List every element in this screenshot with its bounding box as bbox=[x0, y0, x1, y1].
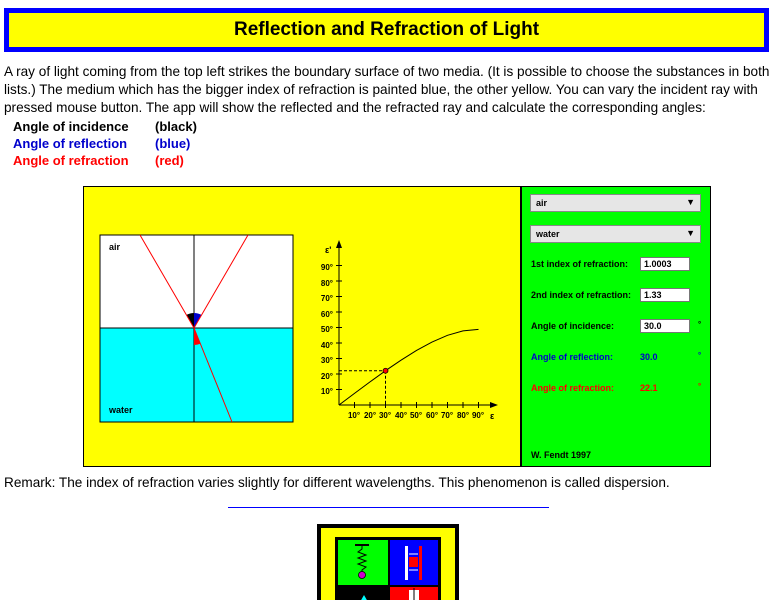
legend-color-word: (black) bbox=[155, 119, 197, 134]
refraction-value: 22.1 bbox=[640, 383, 658, 393]
ray-diagram[interactable] bbox=[100, 235, 293, 422]
medium1-select-value: air bbox=[536, 198, 548, 208]
medium-bottom-label: water bbox=[109, 405, 133, 415]
page-title-box bbox=[4, 8, 769, 52]
x-tick-label: 80° bbox=[456, 411, 470, 420]
remark-text: Remark: The index of refraction varies slightly for different wavelengths. This phenomenon is called dispersion. bbox=[4, 475, 670, 490]
refraction-degree-symbol: ° bbox=[698, 382, 702, 391]
y-tick-label: 10° bbox=[320, 387, 333, 396]
medium-top-label: air bbox=[109, 242, 121, 252]
x-axis-symbol: ε bbox=[490, 411, 495, 421]
medium1-select[interactable] bbox=[530, 194, 701, 212]
legend-row-refraction bbox=[13, 152, 197, 169]
legend-label: Angle of incidence bbox=[13, 119, 129, 134]
x-tick-label: 50° bbox=[409, 411, 423, 420]
y-tick-label: 50° bbox=[320, 325, 333, 334]
y-tick-label: 30° bbox=[320, 356, 333, 365]
y-axis-arrow bbox=[336, 240, 342, 248]
reflection-degree-symbol: ° bbox=[698, 351, 702, 360]
x-tick-label: 70° bbox=[440, 411, 454, 420]
medium2-select[interactable] bbox=[530, 225, 701, 243]
page-title: Reflection and Refraction of Light bbox=[9, 13, 764, 47]
intro-paragraph: A ray of light coming from the top left strikes the boundary surface of two media. (It is possible to choose the substances in both lists.) The medium which has the bigger index of refraction is painted blue, the other yellow. You can vary the incident ray with pressed mouse button. The app will show the reflected and the refracted ray and calculate the corresponding angles: bbox=[4, 64, 770, 115]
refraction-curve bbox=[339, 329, 479, 405]
y-tick-label: 80° bbox=[320, 279, 333, 288]
legend-row-incidence bbox=[13, 118, 197, 135]
physics-apps-logo[interactable] bbox=[317, 524, 459, 600]
angle-legend bbox=[13, 118, 197, 169]
incidence-label: Angle of incidence: bbox=[531, 321, 615, 331]
x-tick-label: 90° bbox=[471, 411, 485, 420]
legend-color-word: (blue) bbox=[155, 136, 191, 151]
y-tick-label: 60° bbox=[320, 310, 333, 319]
x-tick-label: 60° bbox=[425, 411, 439, 420]
x-tick-label: 10° bbox=[347, 411, 361, 420]
y-tick-label: 90° bbox=[320, 263, 333, 272]
index2-label: 2nd index of refraction: bbox=[531, 290, 632, 300]
x-tick-label: 40° bbox=[394, 411, 408, 420]
chevron-down-icon: ▼ bbox=[686, 197, 695, 207]
legend-color-word: (red) bbox=[155, 153, 184, 168]
medium2-select-value: water bbox=[536, 229, 560, 239]
y-tick-labels bbox=[321, 263, 333, 396]
x-tick-labels bbox=[348, 411, 484, 420]
x-tick-label: 30° bbox=[378, 411, 392, 420]
index1-field[interactable]: 1.0003 bbox=[640, 257, 690, 271]
legend-label: Angle of refraction bbox=[13, 153, 129, 168]
index1-label: 1st index of refraction: bbox=[531, 259, 629, 269]
incidence-degree-symbol: ° bbox=[698, 320, 702, 329]
author-credit: W. Fendt 1997 bbox=[531, 450, 592, 460]
x-tick-label: 20° bbox=[363, 411, 377, 420]
incidence-field[interactable]: 30.0 bbox=[640, 319, 690, 333]
x-axis-arrow bbox=[490, 402, 498, 408]
refraction-label: Angle of refraction: bbox=[531, 383, 615, 393]
index2-field[interactable]: 1.33 bbox=[640, 288, 690, 302]
tick-marks bbox=[336, 266, 479, 409]
y-tick-label: 40° bbox=[320, 341, 333, 350]
legend-row-reflection bbox=[13, 135, 197, 152]
chevron-down-icon: ▼ bbox=[686, 228, 695, 238]
y-tick-label: 70° bbox=[320, 294, 333, 303]
control-panel bbox=[521, 186, 711, 467]
legend-label: Angle of reflection bbox=[13, 136, 128, 151]
current-angle-marker bbox=[383, 368, 388, 373]
reflection-value: 30.0 bbox=[640, 352, 658, 362]
reflection-label: Angle of reflection: bbox=[531, 352, 614, 362]
angle-graph bbox=[321, 240, 498, 421]
y-tick-label: 20° bbox=[320, 372, 333, 381]
y-axis-symbol: ε' bbox=[325, 245, 332, 255]
applet-canvas[interactable] bbox=[83, 186, 521, 467]
horizontal-divider bbox=[228, 507, 549, 508]
